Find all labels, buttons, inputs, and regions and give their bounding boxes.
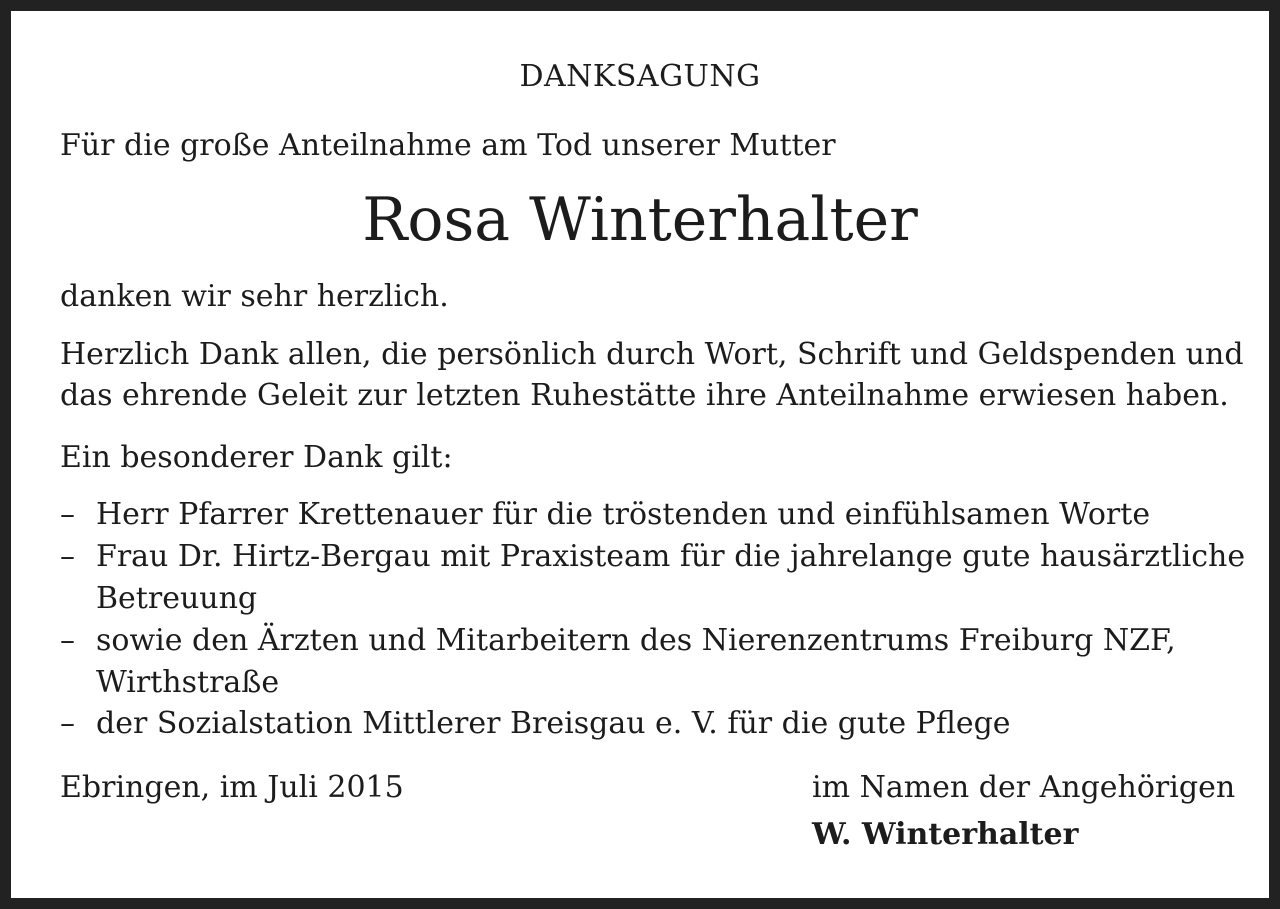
paragraph-line-2: das ehrende Geleit zur letzten Ruhestätte ihre Anteilnahme erwiesen haben. [60,378,1229,413]
list-item-line: sowie den Ärzten und Mitarbeitern des Nierenzentrums Freiburg NZF, [96,623,1176,658]
list-dash: – [60,706,75,741]
list-dash: – [60,623,75,658]
list-dash: – [60,539,75,574]
list-item-continuation: Betreuung [96,581,258,616]
thanks-line: danken wir sehr herzlich. [60,279,449,314]
paragraph-line-1: Herzlich Dank allen, die persönlich durch Wort, Schrift und Geldspenden und [60,337,1244,372]
place-date: Ebringen, im Juli 2015 [60,770,404,805]
signature-intro: im Namen der Angehörigen [812,770,1236,805]
signature-name: W. Winterhalter [812,817,1079,852]
list-item-line: Herr Pfarrer Krettenauer für die tröstenden und einfühlsamen Worte [96,497,1151,532]
deceased-name: Rosa Winterhalter [362,185,918,255]
list-item-continuation: Wirthstraße [96,665,280,700]
list-item-line: der Sozialstation Mittlerer Breisgau e. V. für die gute Pflege [96,706,1011,741]
special-thanks-heading: Ein besonderer Dank gilt: [60,440,453,475]
notice-heading: DANKSAGUNG [519,59,761,94]
list-dash: – [60,497,75,532]
intro-text: Für die große Anteilnahme am Tod unserer Mutter [60,128,836,163]
list-item-line: Frau Dr. Hirtz-Bergau mit Praxisteam für die jahrelange gute hausärztliche [96,539,1246,574]
